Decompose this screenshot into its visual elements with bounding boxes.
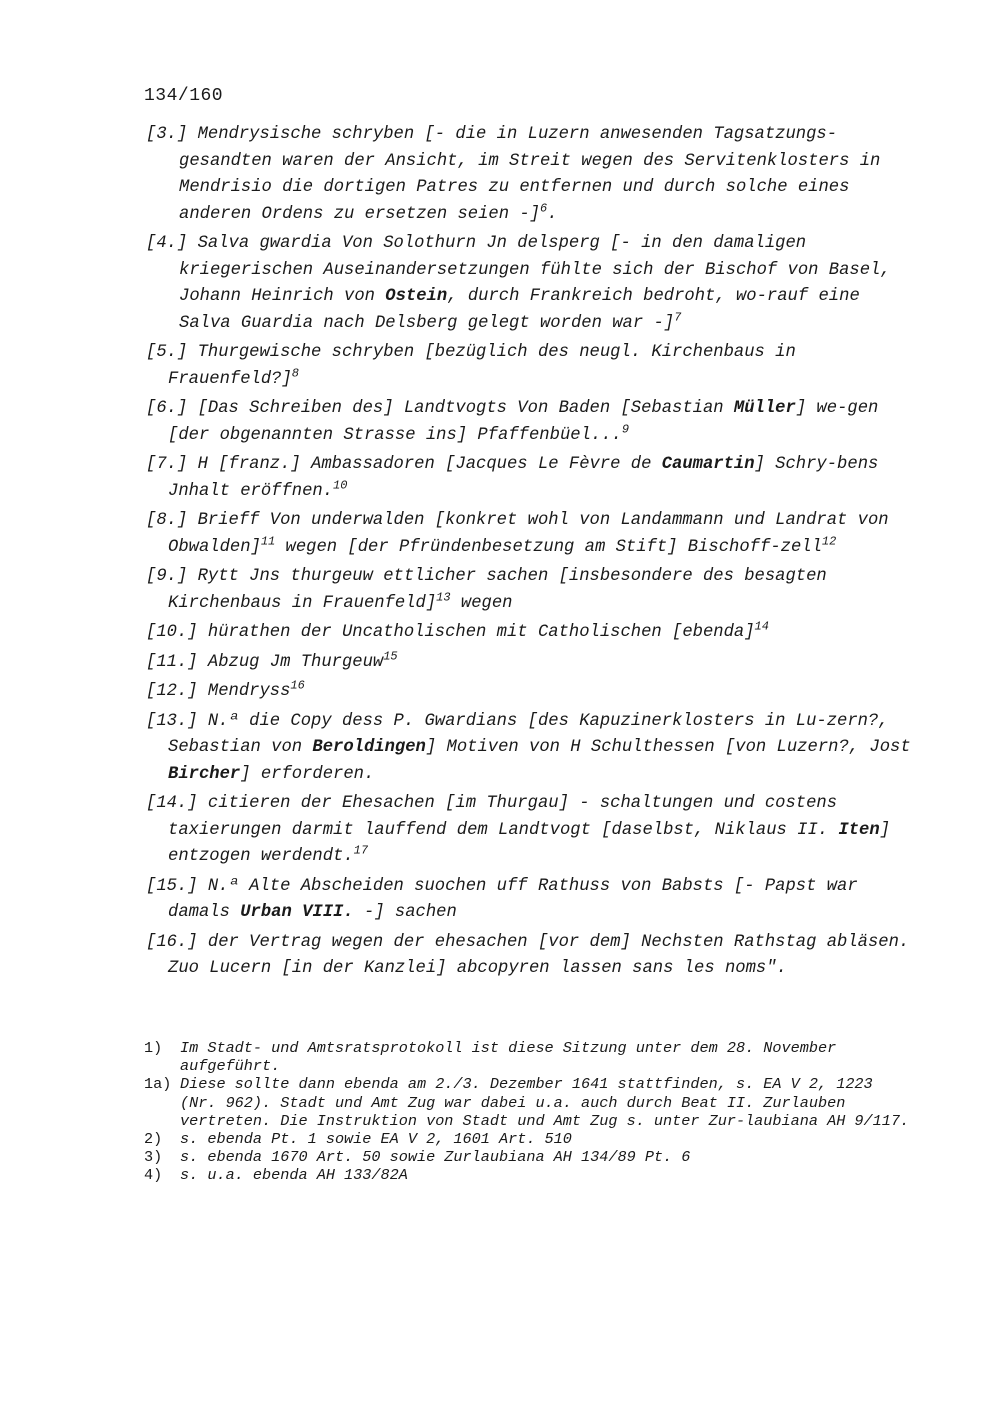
page-number: 134/160: [144, 86, 224, 106]
footnote-text: s. u.a. ebenda AH 133/82A: [180, 1166, 408, 1185]
bold-name: Müller: [733, 399, 796, 418]
entry-text: .: [547, 204, 558, 224]
entry-text: ] entzogen werdendt.: [168, 820, 901, 866]
entry-text: ] Motiven von H Schulthessen [von Luzern?, Jost: [425, 738, 921, 757]
footnote-ref: 17: [353, 843, 369, 858]
footnote-text: Diese sollte dann ebenda am 2./3. Dezember 1641 stattfinden, s. EA V 2, 1223 (Nr. 962). Stadt und Amt Zug war dabei u.a. auch durch Beat II. Zurlauben vertreten. Die Instruktion von Stadt und Amt Zug s. unter Zur-laubiana AH 9/117.: [180, 1075, 910, 1130]
bold-name: Beroldingen: [312, 738, 426, 757]
entry-text: ] erforderen.: [240, 764, 375, 784]
protocol-entry: [146, 564, 916, 617]
footnote: [144, 1148, 914, 1166]
footnote-ref: 7: [674, 309, 682, 324]
protocol-entry: [146, 650, 916, 677]
footnote-text: Im Stadt- und Amtsratsprotokoll ist diese Sitzung unter dem 28. November aufgeführt.: [180, 1039, 837, 1076]
footnote-ref: 15: [383, 648, 398, 663]
footnote-ref: 13: [436, 589, 451, 604]
entry-text: [13.] N.ª die Copy dess P. Gwardians [des Kapuzinerklosters in Lu-zern?, Sebastian von: [146, 711, 899, 757]
footnotes: [144, 1039, 914, 1185]
footnote-ref: 14: [754, 619, 769, 634]
entry-text: [12.] Mendryss: [146, 682, 291, 701]
protocol-entry: [146, 508, 916, 561]
bold-name: Bircher: [168, 764, 241, 784]
footnote-number: 1a): [144, 1075, 172, 1094]
footnote-ref: 9: [621, 421, 630, 436]
entry-text: [3.] Mendrysische schryben [- die in Luzern anwesenden Tagsatzungs-gesandten waren der Ansicht, im Streit wegen des Servitenklosters in Mendrisio die dortigen Patres zu entfernen und durch solche eines anderen Ordens zu ersetzen seien -]: [146, 125, 891, 224]
entry-text: ] Schry-bens Jnhalt eröffnen.: [168, 455, 889, 501]
entry-text: [10.] hürathen der Uncatholischen mit Catholischen [ebenda]: [146, 623, 755, 642]
entry-text: [5.] Thurgewische schryben [bezüglich des neugl. Kirchenbaus in Frauenfeld?]: [146, 343, 807, 389]
protocol-entry: [146, 930, 920, 983]
protocol-entries: [146, 122, 921, 986]
footnote-text: s. ebenda Pt. 1 sowie EA V 2, 1601 Art. 510: [180, 1130, 572, 1149]
entry-text: , durch Frankreich bedroht, wo-rauf eine Salva Guardia nach Delsberg gelegt worden war -]: [179, 287, 871, 333]
entry-text: [6.] [Das Schreiben des] Landtvogts Von Baden [Sebastian: [146, 399, 734, 418]
entry-text: [11.] Abzug Jm Thurgeuw: [146, 652, 384, 672]
bold-name: Caumartin: [661, 455, 755, 474]
entry-text: [4.] Salva gwardia Von Solothurn Jn delsperg [- in den damaligen kriegerischen Auseinandersetzungen fühlte sich der Bischof von Basel, Johann Heinrich von: [146, 234, 902, 306]
bold-name: Iten: [838, 820, 880, 840]
footnote-ref: 16: [290, 678, 305, 693]
protocol-entry: [146, 874, 916, 927]
entry-text: [7.] H [franz.] Ambassadoren [Jacques Le Fèvre de: [146, 455, 662, 474]
entry-text: ] we-gen [der obgenannten Strasse ins] Pfaffenbüel...: [168, 399, 889, 445]
entry-text: wegen [der Pfründenbesetzung am Stift] Bischoff-zell: [275, 537, 822, 557]
footnote-ref: 8: [291, 365, 299, 380]
footnote: [144, 1166, 914, 1184]
entry-text: [8.] Brieff Von underwalden [konkret wohl von Landammann und Landrat von Obwalden]: [146, 511, 899, 557]
protocol-entry: [146, 791, 916, 871]
protocol-entry: [146, 122, 916, 228]
protocol-entry: [146, 709, 921, 789]
entry-text: [14.] citieren der Ehesachen [im Thurgau] - schaltungen und costens taxierungen darmit lauffend dem Landtvogt [daselbst, Niklaus II.: [146, 794, 848, 840]
entry-text: [15.] N.ª Alte Abscheiden suochen uff Rathuss von Babsts [- Papst war damals: [146, 876, 869, 922]
footnote: [144, 1075, 914, 1130]
bold-name: Urban VIII.: [240, 903, 354, 922]
entry-text: [9.] Rytt Jns thurgeuw ettlicher sachen [insbesondere des besagten Kirchenbaus in Frauenfeld]: [146, 567, 838, 613]
footnote: [144, 1039, 914, 1075]
protocol-entry: [146, 396, 916, 449]
footnote-ref: 6: [540, 200, 548, 215]
footnote-number: 3): [144, 1148, 163, 1167]
protocol-entry: [146, 620, 916, 647]
bold-name: Ostein: [385, 287, 448, 306]
footnote-number: 1): [144, 1039, 163, 1057]
entry-text: wegen: [450, 593, 513, 613]
footnote-ref: 12: [821, 533, 837, 548]
footnote-text: s. ebenda 1670 Art. 50 sowie Zurlaubiana AH 134/89 Pt. 6: [180, 1148, 691, 1167]
protocol-entry: [146, 452, 916, 505]
footnote: [144, 1130, 914, 1148]
protocol-entry: [146, 679, 916, 706]
protocol-entry: [146, 231, 916, 337]
entry-text: [16.] der Vertrag wegen der ehesachen [vor dem] Nechsten Rathstag abläsen. Zuo Lucern [in der Kanzlei] abcopyren lassen sans les noms".: [146, 932, 920, 978]
entry-text: -] sachen: [353, 903, 457, 922]
footnote-number: 2): [144, 1130, 163, 1149]
protocol-entry: [146, 340, 916, 393]
footnote-number: 4): [144, 1166, 163, 1185]
footnote-ref: 10: [333, 477, 348, 492]
footnote-ref: 11: [260, 533, 276, 548]
